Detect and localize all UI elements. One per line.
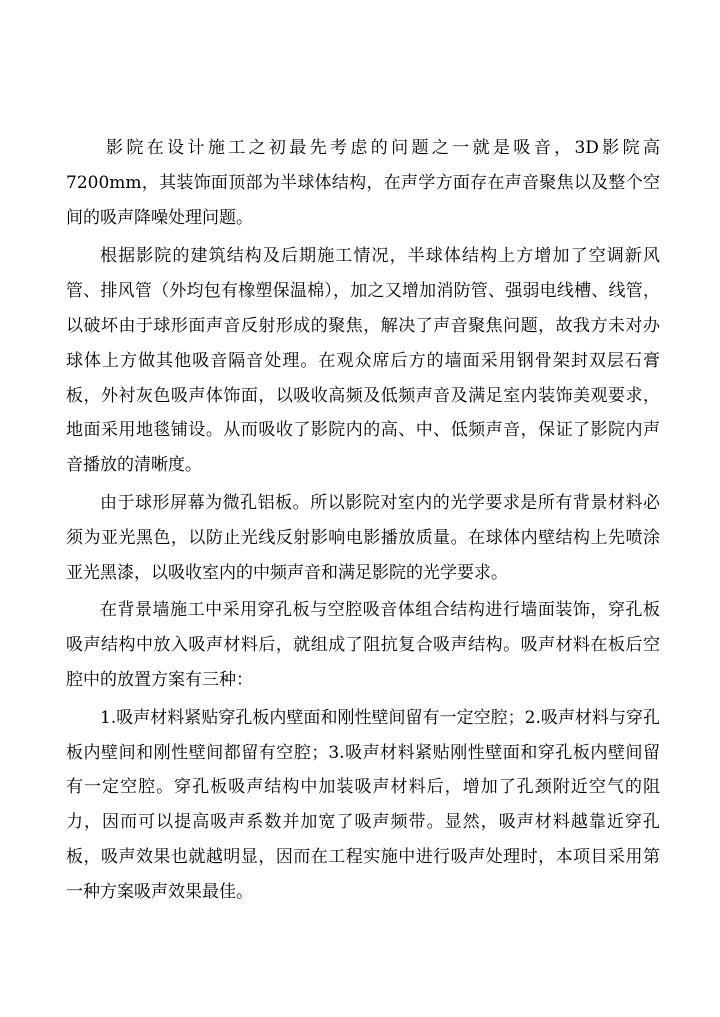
paragraph-4: 在背景墙施工中采用穿孔板与空腔吸音体组合结构进行墙面装饰，穿孔板吸声结构中放入吸声材料后，就组成了阻抗复合吸声结构。吸声材料在板后空腔中的放置方案有三种：: [66, 600, 660, 690]
paragraph-1: 影院在设计施工之初最先考虑的问题之一就是吸音，3D影院高 7200mm，其装饰面顶部为半球体结构，在声学方面存在声音聚焦以及整个空间的吸声降噪处理问题。: [66, 138, 660, 228]
paragraph-2: 根据影院的建筑结构及后期施工情况，半球体结构上方增加了空调新风管、排风管（外均包有橡塑保温棉），加之又增加消防管、强弱电线槽、线管，以破坏由于球形面声音反射形成的聚焦，解决了声音聚焦问题，故我方未对办球体上方做其他吸音隔音处理。在观众席后方的墙面采用钢骨架封双层石膏板，外衬灰色吸声体饰面，以吸收高频及低频声音及满足室内装饰美观要求，地面采用地毯铺设。从而吸收了影院内的高、中、低频声音，保证了影院内声音播放的清晰度。: [66, 246, 660, 476]
paragraph-3: 由于球形屏幕为微孔铝板。所以影院对室内的光学要求是所有背景材料必须为亚光黑色，以防止光线反射影响电影播放质量。在球体内壁结构上先喷涂亚光黑漆，以吸收室内的中频声音和满足影院的光学要求。: [66, 492, 660, 583]
paragraph-5: 1.吸声材料紧贴穿孔板内壁面和刚性壁间留有一定空腔；2.吸声材料与穿孔板内壁间和刚性壁间都留有空腔；3.吸声材料紧贴刚性壁面和穿孔板内壁间留有一定空腔。穿孔板吸声结构中加装吸声材料后，增加了孔颈附近空气的阻力，因而可以提高吸声系数并加宽了吸声频带。显然，吸声材料越靠近穿孔板，吸声效果也就越明显，因而在工程实施中进行吸声处理时，本项目采用第一种方案吸声效果最佳。: [66, 707, 660, 902]
document-body: [66, 131, 660, 910]
